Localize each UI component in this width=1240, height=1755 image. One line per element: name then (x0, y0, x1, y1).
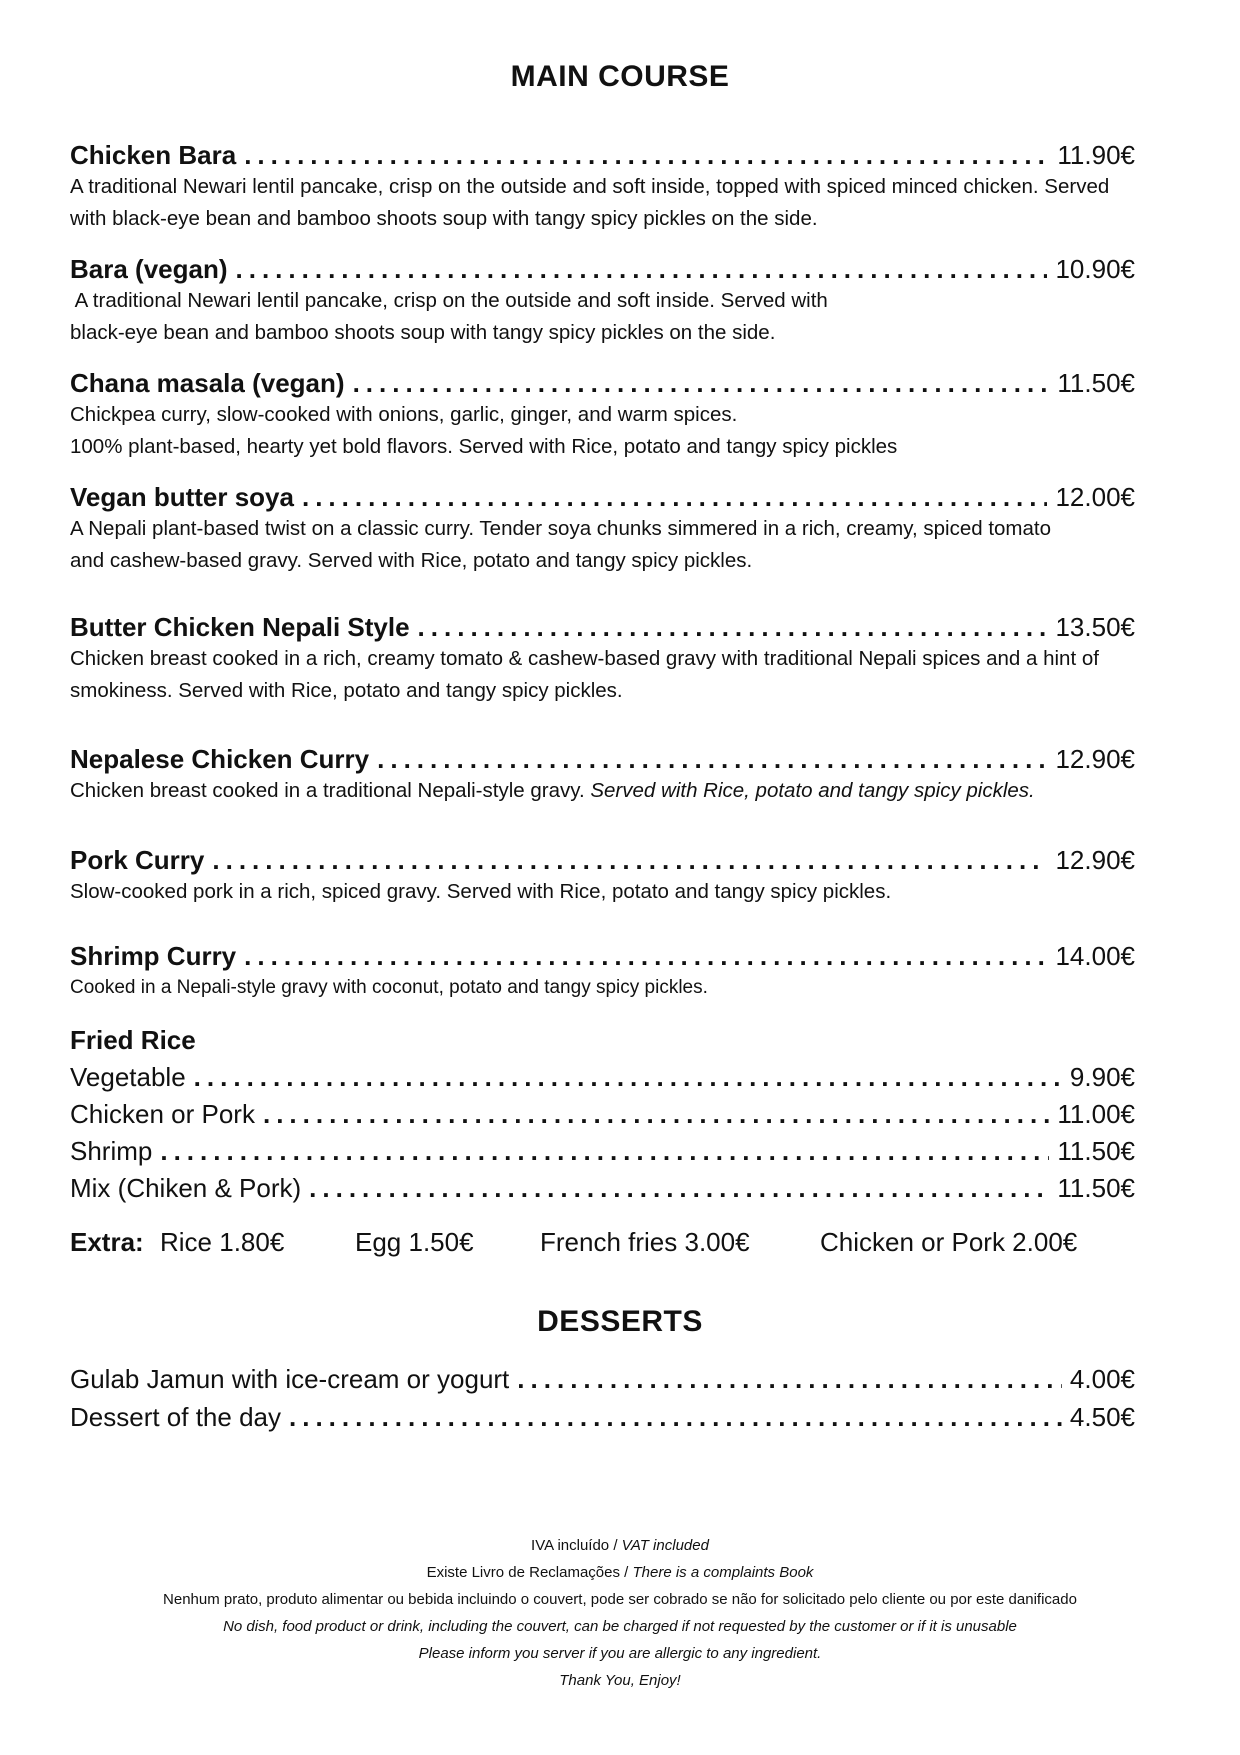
option-price: 11.00€ (1057, 1099, 1135, 1129)
dessert-name: Dessert of the day (70, 1402, 281, 1432)
menu-item-butter-chicken (70, 611, 1135, 707)
item-price: 12.90€ (1055, 845, 1135, 875)
dot-leader (160, 1135, 1049, 1167)
dot-leader (244, 940, 1047, 972)
extra-item: Egg 1.50€ (355, 1227, 474, 1257)
option-name: Mix (Chiken & Pork) (70, 1173, 302, 1203)
couvert-note-en: No dish, food product or drink, including the couvert, can be charged if not requested by the customer or if it is unusable (223, 1618, 1017, 1635)
vat-note-en: VAT included (621, 1537, 709, 1554)
item-description: A traditional Newari lentil pancake, crisp on the outside and soft inside. Served with (70, 289, 828, 312)
dot-leader (418, 611, 1048, 643)
item-name: Pork Curry (70, 845, 205, 875)
dot-leader (194, 1061, 1062, 1093)
fried-rice-option (70, 1098, 1135, 1130)
fried-rice-option (70, 1172, 1135, 1204)
item-name: Chana masala (vegan) (70, 368, 345, 398)
main-course-title: MAIN COURSE (510, 60, 730, 93)
item-price: 12.00€ (1055, 482, 1135, 512)
item-description: 100% plant-based, hearty yet bold flavors. Served with Rice, potato and tangy spicy pickles (70, 435, 898, 458)
couvert-note-pt: Nenhum prato, produto alimentar ou bebida incluindo o couvert, pode ser cobrado se não for solicitado pelo cliente ou por este danificado (163, 1591, 1077, 1608)
option-price: 9.90€ (1069, 1062, 1135, 1092)
item-price: 14.00€ (1055, 941, 1135, 971)
fried-rice-option (70, 1135, 1135, 1167)
dessert-item (70, 1363, 1135, 1395)
allergy-note: Please inform you server if you are allergic to any ingredient. (418, 1645, 822, 1662)
complaints-note-en: There is a complaints Book (632, 1564, 814, 1581)
vat-note (0, 1532, 1240, 1559)
item-price: 11.90€ (1057, 140, 1135, 170)
dot-leader (353, 367, 1050, 399)
dessert-item (70, 1401, 1135, 1433)
extras-label: Extra: (70, 1227, 144, 1257)
item-name: Chicken Bara (70, 140, 237, 170)
item-description: A traditional Newari lentil pancake, crisp on the outside and soft inside, topped with spiced minced chicken. Served (70, 175, 1110, 198)
vat-note-pt: IVA incluído / (531, 1537, 622, 1554)
thanks-note: Thank You, Enjoy! (559, 1672, 681, 1689)
item-name: Vegan butter soya (70, 482, 294, 512)
item-description: Chicken breast cooked in a rich, creamy tomato & cashew-based gravy with traditional Nepali spices and a hint of (70, 647, 1099, 670)
extra-item: French fries 3.00€ (540, 1227, 750, 1257)
item-price: 11.50€ (1057, 368, 1135, 398)
option-name: Vegetable (70, 1062, 186, 1092)
fried-rice-title: Fried Rice (70, 1025, 196, 1055)
dessert-price: 4.00€ (1069, 1364, 1135, 1394)
item-description: A Nepali plant-based twist on a classic curry. Tender soya chunks simmered in a rich, creamy, spiced tomato (70, 517, 1052, 540)
option-price: 11.50€ (1057, 1136, 1135, 1166)
item-name: Nepalese Chicken Curry (70, 744, 370, 774)
complaints-note (0, 1559, 1240, 1586)
fried-rice-option (70, 1061, 1135, 1093)
item-price: 10.90€ (1055, 254, 1135, 284)
menu-item-chana-masala (70, 367, 1135, 463)
item-description: Slow-cooked pork in a rich, spiced gravy. Served with Rice, potato and tangy spicy pickles. (70, 880, 892, 903)
fried-rice-section (70, 1024, 1135, 1204)
menu-item-bara-vegan (70, 253, 1135, 349)
menu-item-pork-curry (70, 844, 1135, 908)
option-name: Shrimp (70, 1136, 153, 1166)
dot-leader (263, 1098, 1049, 1130)
item-description: black-eye bean and bamboo shoots soup with tangy spicy pickles on the side. (70, 321, 776, 344)
option-name: Chicken or Pork (70, 1099, 255, 1129)
item-description: smokiness. Served with Rice, potato and tangy spicy pickles. (70, 679, 623, 702)
item-price: 12.90€ (1055, 744, 1135, 774)
dot-leader (212, 844, 1047, 876)
item-description (70, 775, 1135, 807)
dessert-name: Gulab Jamun with ice-cream or yogurt (70, 1364, 510, 1394)
item-description-italic: Served with Rice, potato and tangy spicy pickles. (590, 779, 1035, 802)
dot-leader (302, 481, 1048, 513)
dessert-price: 4.50€ (1069, 1402, 1135, 1432)
item-name: Bara (vegan) (70, 254, 228, 284)
item-description: Cooked in a Nepali-style gravy with coconut, potato and tangy spicy pickles. (70, 977, 708, 998)
extra-item: Chicken or Pork 2.00€ (820, 1227, 1078, 1257)
menu-item-nepalese-chicken-curry (70, 743, 1135, 807)
item-description: with black-eye bean and bamboo shoots soup with tangy spicy pickles on the side. (70, 207, 818, 230)
dot-leader (377, 743, 1047, 775)
dot-leader (244, 139, 1049, 171)
extra-item: Rice 1.80€ (160, 1227, 285, 1257)
item-description: Chickpea curry, slow-cooked with onions, garlic, ginger, and warm spices. (70, 403, 738, 426)
item-name: Shrimp Curry (70, 941, 237, 971)
menu-item-chicken-bara (70, 139, 1135, 235)
desserts-section (70, 1363, 1135, 1433)
item-price: 13.50€ (1055, 612, 1135, 642)
item-description-plain: Chicken breast cooked in a traditional Nepali-style gravy. (70, 779, 591, 802)
complaints-note-pt: Existe Livro de Reclamações / (426, 1564, 633, 1581)
dot-leader (309, 1172, 1049, 1204)
item-description: and cashew-based gravy. Served with Rice, potato and tangy spicy pickles. (70, 549, 753, 572)
option-price: 11.50€ (1057, 1173, 1135, 1203)
dot-leader (236, 253, 1048, 285)
item-name: Butter Chicken Nepali Style (70, 612, 410, 642)
menu-item-shrimp-curry (70, 940, 1135, 1004)
dot-leader (289, 1401, 1062, 1433)
desserts-title: DESSERTS (537, 1305, 703, 1338)
dot-leader (517, 1363, 1062, 1395)
legal-footer (0, 1532, 1240, 1694)
menu-item-vegan-butter-soya (70, 481, 1135, 577)
